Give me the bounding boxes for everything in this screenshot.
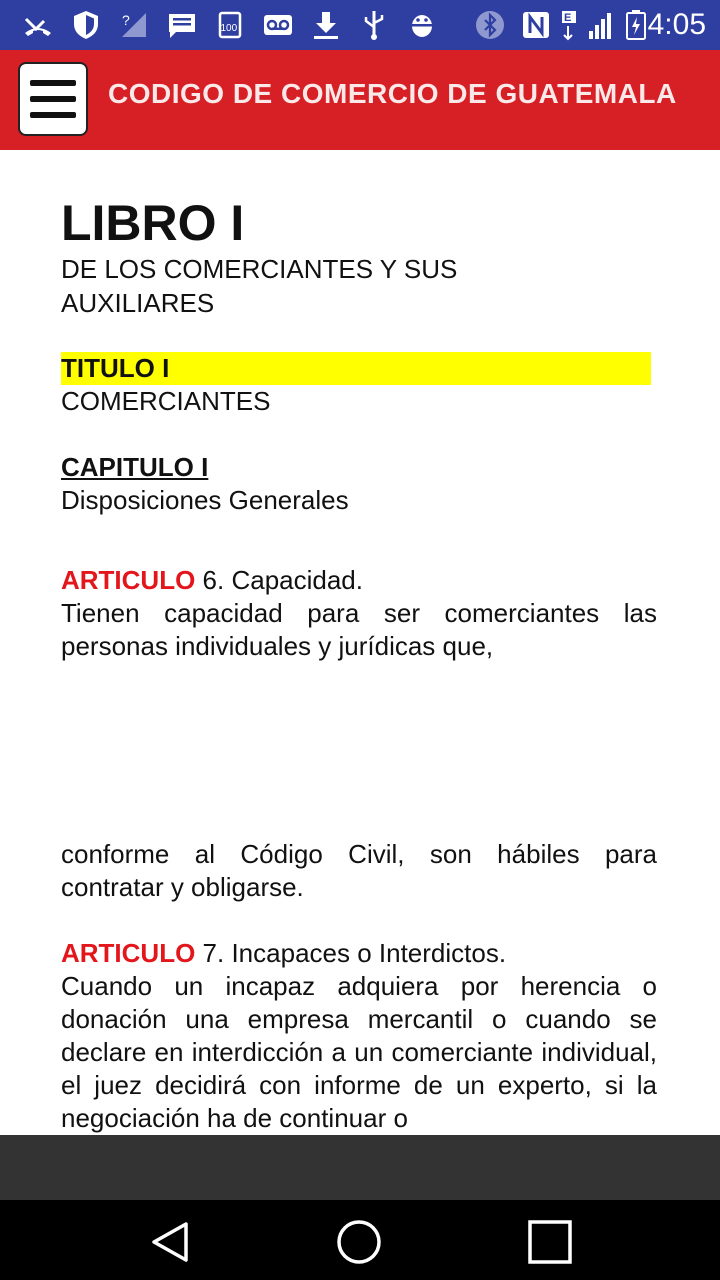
- law-text: [61, 190, 657, 1135]
- svg-text:?: ?: [122, 12, 130, 28]
- article-6-heading: [61, 564, 657, 597]
- article-7-text: Cuando un incapaz adquiera por herencia o donación una empresa mercantil o cuando se declare en interdicción a un comerciante individual, el juez decidirá con informe de un experto, si la negociación ha de continuar o: [61, 971, 657, 1133]
- status-clock: 4:05: [647, 8, 706, 41]
- message-icon: [166, 9, 198, 41]
- app-title: CODIGO DE COMERCIO DE GUATEMALA: [108, 78, 677, 109]
- usb-icon: [358, 9, 390, 41]
- status-bar: [0, 0, 720, 50]
- hamburger-menu-icon[interactable]: [18, 62, 88, 136]
- book-subtitle-line-2: AUXILIARES: [61, 288, 215, 318]
- article-7-title: 7. Incapaces o Interdictos.: [195, 938, 507, 968]
- book-title: LIBRO I: [61, 195, 245, 251]
- article-6-text-part1: Tienen capacidad para ser comerciantes las personas individuales y jurídicas que,: [61, 598, 657, 661]
- article-6-title: 6. Capacidad.: [195, 565, 363, 595]
- android-debug-icon: [406, 9, 438, 41]
- article-7-label: ARTICULO: [61, 938, 196, 968]
- recents-icon[interactable]: [520, 1212, 580, 1272]
- text-gap: [61, 663, 657, 838]
- menu-bar-bottom: [30, 112, 76, 118]
- app-bar: [0, 50, 720, 150]
- menu-bar-top: [30, 80, 76, 86]
- svg-text:E: E: [564, 12, 572, 24]
- no-signal-icon: [118, 9, 150, 41]
- menu-bar-middle: [30, 96, 76, 102]
- article-6-label: ARTICULO: [61, 565, 196, 595]
- capitulo-label: CAPITULO I: [61, 452, 209, 482]
- voicemail-icon: [262, 9, 294, 41]
- capitulo-name: Disposiciones Generales: [61, 485, 349, 515]
- download-icon: [310, 9, 342, 41]
- article-6-text-part2: conforme al Código Civil, son hábiles para contratar y obligarse.: [61, 839, 657, 902]
- article-7-heading: [61, 937, 657, 970]
- titulo-label: TITULO I: [61, 352, 651, 385]
- nfc-icon: [520, 9, 552, 41]
- svg-text:100: 100: [220, 23, 238, 34]
- signal-e-icon: [556, 9, 588, 41]
- bluetooth-icon: [474, 9, 506, 41]
- home-icon[interactable]: [329, 1212, 389, 1272]
- bottom-panel: [0, 1135, 720, 1200]
- book-subtitle-line-1: DE LOS COMERCIANTES Y SUS: [61, 254, 458, 284]
- shield-icon: [70, 9, 102, 41]
- signal-icon: [586, 9, 618, 41]
- titulo-name: COMERCIANTES: [61, 386, 271, 416]
- missed-call-icon: [22, 9, 54, 41]
- storage-100-icon: [214, 9, 246, 41]
- navigation-bar: [0, 1200, 720, 1280]
- back-icon[interactable]: [140, 1212, 200, 1272]
